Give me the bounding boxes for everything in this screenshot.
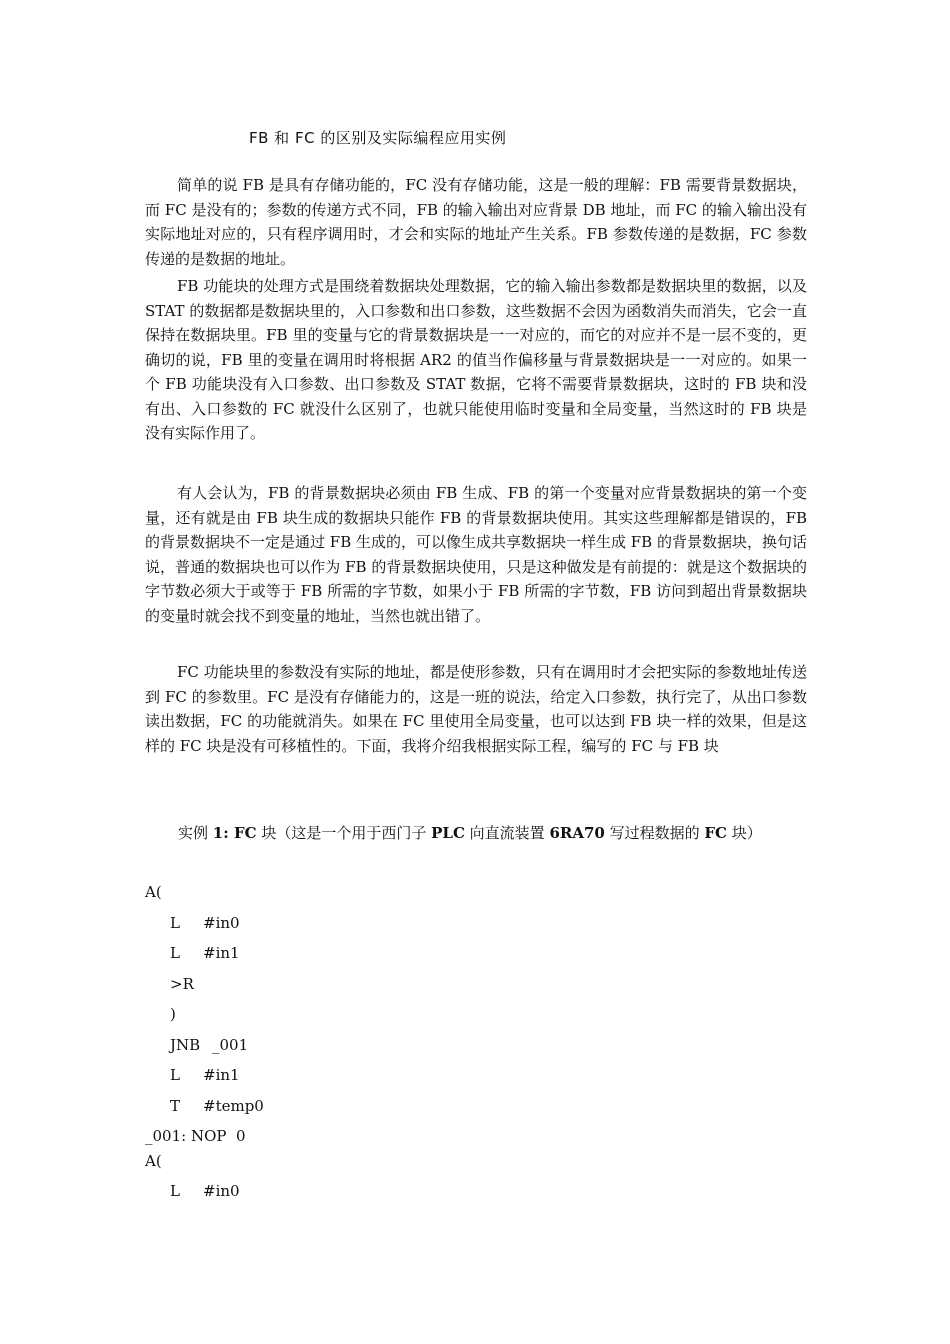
- code-arg: #in1: [203, 944, 240, 962]
- code-op: >R: [170, 975, 194, 993]
- example-number: 1: [212, 824, 224, 842]
- code-line: [145, 1127, 246, 1145]
- code-op: ): [170, 1005, 176, 1023]
- code-op: L: [170, 944, 180, 962]
- code-line: [170, 1005, 176, 1023]
- code-line: [170, 1182, 240, 1200]
- paragraph-1: 简单的说 FB 是具有存储功能的，FC 没有存储功能，这是一般的理解：FB 需要背景数据块，而 FC 是没有的；参数的传递方式不同，FB 的输入输出对应背景 DB 地址，而 FC 的输入输出没有实际地址对应的，只有程序调用时，才会和实际的地址产生关系。FB 参数传递的是数据，FC 参数传递的是数据的地址。: [145, 176, 807, 268]
- code-op: L: [170, 1066, 180, 1084]
- code-arg: #temp0: [203, 1097, 264, 1115]
- code-op: T: [170, 1097, 181, 1115]
- code-arg: 0: [236, 1127, 246, 1145]
- example-plc-label: PLC: [431, 824, 465, 842]
- example-model-label: 6RA70: [549, 824, 605, 842]
- example-prefix: 实例: [178, 824, 213, 842]
- code-arg: #in1: [203, 1066, 240, 1084]
- code-line: [170, 975, 194, 993]
- code-arg: #in0: [203, 1182, 240, 1200]
- paragraph-2: FB 功能块的处理方式是围绕着数据块处理数据，它的输入输出参数都是数据块里的数据，以及 STAT 的数据都是数据块里的，入口参数和出口参数，这些数据不会因为函数消失而消失，它会一直保持在数据块里。FB 里的变量与它的背景数据块是一一对应的，而它的对应并不是一层不变的，更确切的说，FB 里的变量在调用时将根据 AR2 的值当作偏移量与背景数据块是一一对应的。如果一个 FB 功能块没有入口参数、出口参数及 STAT 数据，它将不需要背景数据块，这时的 FB 块和没有出、入口参数的 FC 就没什么区别了，也就只能使用临时变量和全局变量，当然这时的 FB 块是没有实际作用了。: [145, 277, 807, 442]
- code-line: [145, 1152, 162, 1170]
- code-op: JNB: [170, 1036, 201, 1054]
- code-line: [170, 944, 240, 962]
- code-op: _001: NOP: [145, 1127, 227, 1145]
- code-line: [170, 1036, 248, 1054]
- code-op: A(: [145, 883, 162, 901]
- example-fc-label: FC: [233, 824, 257, 842]
- paragraph-3: 有人会认为，FB 的背景数据块必须由 FB 生成、FB 的第一个变量对应背景数据块的第一个变量，还有就是由 FB 块生成的数据块只能作 FB 的背景数据块使用。其实这些理解都是错误的，FB 的背景数据块不一定是通过 FB 生成的，可以像生成共享数据块一样生成 FB 的背景数据块，换句话说，普通的数据块也可以作为 FB 的背景数据块使用，只是这种做发是有前提的：就是这个数据块的字节数必须大于或等于 FB 所需的字节数，如果小于 FB 所需的字节数，FB 访问到超出背景数据块的变量时就会找不到变量的地址，当然也就出错了。: [145, 484, 807, 625]
- code-arg: _001: [212, 1036, 249, 1054]
- example-text-2: 向直流装置: [464, 824, 550, 842]
- code-op: L: [170, 1182, 180, 1200]
- example-heading: [178, 822, 762, 843]
- document-title: FB 和 FC 的区别及实际编程应用实例: [249, 129, 507, 147]
- example-fc-label-2: FC: [704, 824, 727, 842]
- example-text-1: 块（这是一个用于西门子: [256, 824, 432, 842]
- code-line: [170, 1097, 264, 1115]
- example-colon: :: [223, 824, 234, 842]
- code-op: L: [170, 914, 180, 932]
- code-line: [145, 883, 162, 901]
- paragraph-4: FC 功能块里的参数没有实际的地址，都是使形参数，只有在调用时才会把实际的参数地址传送到 FC 的参数里。FC 是没有存储能力的，这是一班的说法，给定入口参数，执行完了，从出口参数读出数据，FC 的功能就消失。如果在 FC 里使用全局变量，也可以达到 FB 块一样的效果，但是这样的 FC 块是没有可移植性的。下面，我将介绍我根据实际工程，编写的 FC 与 FB 块: [145, 663, 807, 755]
- example-text-3: 写过程数据的: [604, 824, 705, 842]
- example-suffix: 块）: [727, 824, 762, 842]
- code-line: [170, 1066, 240, 1084]
- code-op: A(: [145, 1152, 162, 1170]
- code-arg: #in0: [203, 914, 240, 932]
- code-line: [170, 914, 240, 932]
